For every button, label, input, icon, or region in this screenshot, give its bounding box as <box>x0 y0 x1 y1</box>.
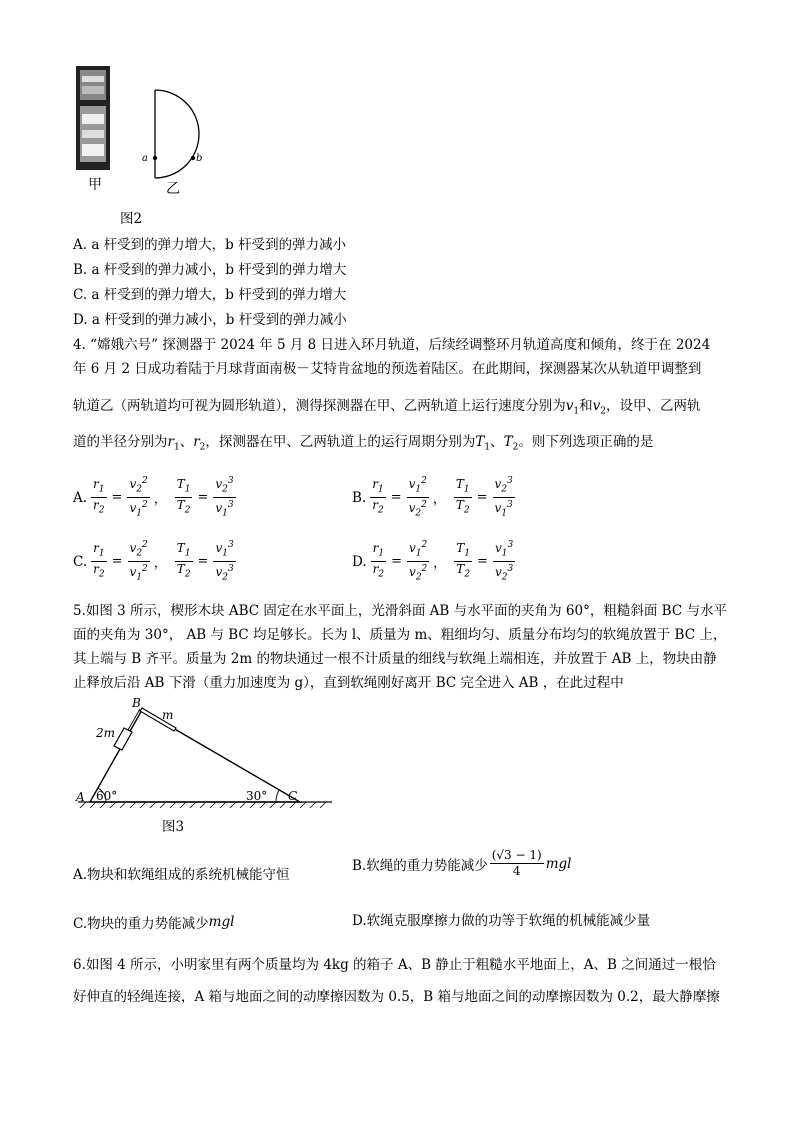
q5-line-3: 其上端与 B 齐平。质量为 2m 的物块通过一根不计质量的细线与软绳上端相连，并放置于 AB 上，物块由静 <box>73 651 717 667</box>
angle-c-label: 30° <box>246 789 268 803</box>
label-m: m <box>162 708 174 722</box>
q3-option-c: C. a 杆受到的弹力增大，b 杆受到的弹力增大 <box>73 287 347 303</box>
point-a <box>153 156 157 160</box>
label-b: b <box>196 153 203 164</box>
q3-option-a: A. a 杆受到的弹力增大，b 杆受到的弹力减小 <box>73 237 347 253</box>
label-2m: 2m <box>96 726 116 740</box>
label-yi: 乙 <box>166 181 180 197</box>
q4-option-b: B. $\frac{r_1}{r_2}$ = $\frac{v_1^2}{v_2^2}$ ， $\frac{T_1}{T_2}$ = $\frac{v_2^3}{v_1^3}$ <box>352 476 513 519</box>
q4-option-d: D. $\frac{r_1}{r_2}$ = $\frac{v_1^2}{v_2^2}$ ， $\frac{T_1}{T_2}$ = $\frac{v_1^3}{v_2^3}$ <box>352 540 514 583</box>
q5-option-c: C.物块的重力势能减少 mgl <box>73 914 235 932</box>
q4-line-4: 道的半径分别为$r_1$、$r_2$，探测器在甲、乙两轨道上的运行周期分别为$T_1$、$T_2$。则下列选项正确的是 <box>73 434 654 453</box>
q5-line-4: 止释放后沿 AB 下滑（重力加速度为 g），直到软绳刚好离开 BC 完全进入 AB ，在此过程中 <box>73 675 624 691</box>
q6-line-1: 6.如图 4 所示，小明家里有两个质量均为 4kg 的箱子 A、B 静止于粗糙水平地面上，A、B 之间通过一根恰 <box>73 957 716 973</box>
figure-2 <box>70 64 230 214</box>
q4-option-c: C. $\frac{r_1}{r_2}$ = $\frac{v_2^2}{v_1^2}$ ， $\frac{T_1}{T_2}$ = $\frac{v_1^3}{v_2^3}$ <box>73 540 234 583</box>
q4-line-3: 轨道乙（两轨道均可视为圆形轨道），测得探测器在甲、乙两轨道上运行速度分别为$v_1$和$v_2$，设甲、乙两轨 <box>73 398 701 417</box>
wedge-abc <box>90 710 300 802</box>
figure-2-caption: 图2 <box>120 211 143 227</box>
angle-a-label: 60° <box>96 789 118 803</box>
semicircle-frame <box>155 90 199 178</box>
label-a: a <box>142 153 148 164</box>
q4-option-a: A. $\frac{r_1}{r_2}$ = $\frac{v_2^2}{v_1^2}$ ， $\frac{T_1}{T_2}$ = $\frac{v_2^3}{v_1^3}$ <box>73 476 234 519</box>
q6-line-2: 好伸直的轻绳连接，A 箱与地面之间的动摩擦因数为 0.5，B 箱与地面之间的动摩擦因数为 0.2，最大静摩擦 <box>73 989 720 1005</box>
block-2m <box>114 728 132 750</box>
label-B: B <box>132 696 141 710</box>
label-jia: 甲 <box>88 177 102 193</box>
angle-arc-c <box>276 790 279 802</box>
q3-option-b: B. a 杆受到的弹力减小，b 杆受到的弹力增大 <box>73 262 347 278</box>
q5-line-2: 面的夹角为 30°， AB 与 BC 均足够长。长为 l、质量为 m、粗细均匀、质量分布均匀的软绳放置于 BC 上， <box>73 627 727 643</box>
figure-3 <box>70 696 340 846</box>
q5-line-1: 5.如图 3 所示，楔形木块 ABC 固定在水平面上，光滑斜面 AB 与水平面的夹角为 60°，粗糙斜面 BC 与水平 <box>73 603 727 619</box>
q5-option-a: A.物块和软绳组成的系统机械能守恒 <box>73 867 290 883</box>
q5-option-b: B.软绳的重力势能减少 $\frac{(√3 - 1)}{4}$ mgl <box>352 848 572 878</box>
q3-option-d: D. a 杆受到的弹力减小，b 杆受到的弹力减小 <box>73 312 347 328</box>
q4-line-1: 4. “嫦娥六号” 探测器于 2024 年 5 月 8 日进入环月轨道，后续经调整环月轨道高度和倾角，终于在 2024 <box>73 337 711 353</box>
point-b <box>191 156 195 160</box>
q4-line-2: 年 6 月 2 日成功着陆于月球背面南极－艾特肯盆地的预选着陆区。在此期间，探测器某次从轨道甲调整到 <box>73 361 702 377</box>
label-C: C <box>288 789 298 803</box>
figure-3-caption: 图3 <box>162 819 185 835</box>
label-A: A <box>76 790 85 804</box>
q5-option-d: D.软绳克服摩擦力做的功等于软绳的机械能减少量 <box>352 913 651 929</box>
